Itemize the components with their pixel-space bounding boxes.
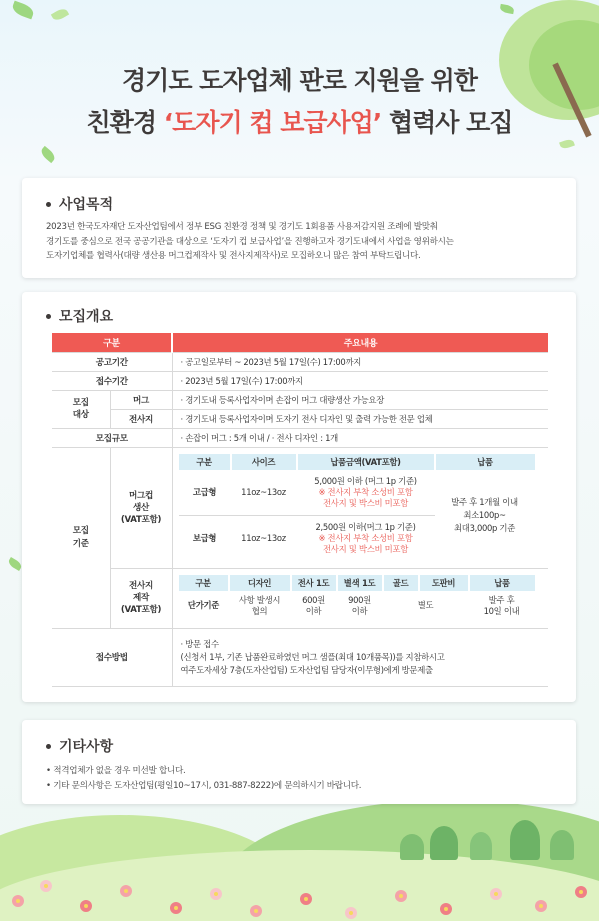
target-label-line: 대상 xyxy=(72,410,89,420)
leaf-icon xyxy=(39,146,57,163)
mug-price xyxy=(297,516,435,562)
decal-table xyxy=(179,575,535,621)
title-accent: ‘도자기 컵 보급사업’ xyxy=(163,108,382,137)
criteria-label-line: 모집 xyxy=(72,525,89,536)
table-row xyxy=(52,371,548,390)
table-row xyxy=(52,352,548,371)
decal-row xyxy=(179,591,535,621)
method-line: · 방문 접수 xyxy=(180,638,219,649)
leaf-icon xyxy=(7,557,23,571)
purpose-line: 도자기업체를 협력사(대량 생산용 머그컵제작사 및 전사지제작사)로 모집하오니 많은 참여 부탁드립니다. xyxy=(46,251,421,261)
target-mug-value: · 경기도내 등록사업자이며 손잡이 머그 대량생산 가능요장 xyxy=(172,390,548,409)
etc-line: • 적격업체가 없을 경우 미선발 합니다. xyxy=(46,766,186,776)
mug-delivery xyxy=(435,470,535,562)
mug-price-note: 전사지 및 박스비 미포함 xyxy=(323,544,409,555)
decal-design xyxy=(229,591,291,621)
notice-period-value: · 공고일로부터 ~ 2023년 5월 17일(수) 17:00까지 xyxy=(172,352,548,371)
etc-body xyxy=(46,764,552,794)
criteria-decal-cell xyxy=(172,568,548,628)
criteria-mug-label-line: 생산 xyxy=(133,502,150,513)
overview-heading xyxy=(22,306,576,326)
mug-header-cell: 납품 xyxy=(435,454,535,470)
table-row xyxy=(52,390,548,409)
purpose-heading-text: 사업목적 xyxy=(59,197,114,213)
mug-row xyxy=(179,470,535,516)
decal-type: 단가기준 xyxy=(187,600,220,610)
flower-icon xyxy=(80,900,92,912)
decal-color2-line: 900원 xyxy=(348,594,371,605)
receipt-period-label: 접수기간 xyxy=(52,371,172,390)
method-line: 여주도자세상 7층(도자산업팀) 도자산업팀 담당자(이무형)에게 방문제출 xyxy=(180,664,433,675)
flower-icon xyxy=(575,886,587,898)
overview-table xyxy=(52,333,548,687)
flower-icon xyxy=(535,900,547,912)
etc-heading-text: 기타사항 xyxy=(59,739,114,755)
table-row xyxy=(52,409,548,428)
mug-delivery-line: 최소100p~ xyxy=(463,510,506,520)
mug-table xyxy=(179,454,535,562)
scale-label: 모집규모 xyxy=(52,428,172,447)
flower-icon xyxy=(170,902,182,914)
method-line: (신청서 1부, 기존 납품완료하였던 머그 샘플(최대 10개품목))를 지참하시고 xyxy=(180,651,445,662)
decal-delivery xyxy=(469,591,535,621)
flower-icon xyxy=(300,893,312,905)
mug-header-cell: 구분 xyxy=(179,454,231,470)
decal-header-cell: 골드 xyxy=(383,575,419,591)
decal-delivery-line: 10일 이내 xyxy=(483,605,520,616)
etc-line: • 기타 문의사항은 도자산업팀(평일10~17시, 031-887-8222)에 문의하시기 바랍니다. xyxy=(46,781,362,791)
decal-table-header xyxy=(179,575,535,591)
decal-gold-plate: 별도 xyxy=(417,600,434,610)
decal-color2 xyxy=(337,591,383,621)
flower-icon xyxy=(440,903,452,915)
purpose-line: 경기도를 중심으로 전국 공공기관을 대상으로 ‘도자기 컵 보급사업’을 진행하고자 경기도내에서 사업을 영위하시는 xyxy=(46,236,454,247)
flower-icon xyxy=(490,888,502,900)
flower-icon xyxy=(395,890,407,902)
receipt-period-value: · 2023년 5월 17일(수) 17:00까지 xyxy=(172,371,548,390)
criteria-label-line: 기준 xyxy=(72,538,89,549)
target-label-line: 모집 xyxy=(72,398,89,408)
decal-header-cell: 전사 1도 xyxy=(291,575,337,591)
mug-price-note: ※ 전사지 부착 소성비 포함 xyxy=(318,486,413,497)
page-title xyxy=(0,60,599,144)
flower-icon xyxy=(40,880,52,892)
mug-price-note: ※ 전사지 부착 소성비 포함 xyxy=(318,533,413,544)
mug-delivery-line: 최대3,000p 기준 xyxy=(454,523,516,533)
mug-header-cell: 사이즈 xyxy=(231,454,297,470)
mug-size: 11oz~13oz xyxy=(231,470,297,516)
target-decal-value: · 경기도내 등록사업자이며 도자기 전사 디자인 및 출력 가능한 전문 업체 xyxy=(172,409,548,428)
decal-header-cell: 구분 xyxy=(179,575,229,591)
mug-table-header xyxy=(179,454,535,470)
decal-color1-line: 이하 xyxy=(305,605,322,616)
table-row xyxy=(52,628,548,686)
table-row xyxy=(52,428,548,447)
notice-period-label: 공고기간 xyxy=(52,352,172,371)
decal-header-cell: 납품 xyxy=(469,575,535,591)
flower-icon xyxy=(120,885,132,897)
criteria-decal-label-line: 전사지 xyxy=(129,581,154,591)
mug-header-cell: 납품금액(VAT포함) xyxy=(297,454,435,470)
decal-delivery-line: 발주 후 xyxy=(488,594,515,605)
decal-header-cell: 별색 1도 xyxy=(337,575,383,591)
title-line1: 경기도 도자업체 판로 지원을 위한 xyxy=(122,66,477,95)
etc-heading xyxy=(46,736,552,756)
decal-design-line: 사항 발생시 xyxy=(238,594,281,605)
overview-card xyxy=(22,292,576,702)
mug-price-note: 전사지 및 박스비 미포함 xyxy=(323,497,409,508)
flower-icon xyxy=(345,907,357,919)
decal-color1-line: 600원 xyxy=(302,594,325,605)
decal-header-cell: 디자인 xyxy=(229,575,291,591)
target-label xyxy=(52,390,110,428)
criteria-mug-cell xyxy=(172,447,548,568)
mug-price-text: 2,500원 이하(머그 1p 기준) xyxy=(315,522,416,533)
flower-icon xyxy=(250,905,262,917)
criteria-decal-label-line: 제작 xyxy=(133,593,150,603)
purpose-body xyxy=(46,220,552,264)
scale-value: · 손잡이 머그 : 5개 이내 / · 전사 디자인 : 1개 xyxy=(172,428,548,447)
table-row xyxy=(52,447,548,568)
target-mug-label: 머그 xyxy=(110,390,172,409)
method-label: 접수방법 xyxy=(52,628,172,686)
title-line2-suffix: 협력사 모집 xyxy=(381,108,513,137)
header-category: 구분 xyxy=(52,333,172,352)
mug-price xyxy=(297,470,435,516)
criteria-decal-label-line: (VAT포함) xyxy=(120,605,162,615)
purpose-card xyxy=(22,178,576,278)
overview-heading-text: 모집개요 xyxy=(59,309,114,325)
decal-design-line: 협의 xyxy=(251,605,268,616)
bullet-icon xyxy=(46,202,51,207)
purpose-line: 2023년 한국도자재단 도자산업팀에서 정부 ESG 친환경 정책 및 경기도 1회용품 사용저감지원 조례에 발맞춰 xyxy=(46,222,438,232)
criteria-label xyxy=(52,447,110,628)
decal-color2-line: 이하 xyxy=(351,605,368,616)
flower-icon xyxy=(12,895,24,907)
table-row xyxy=(52,568,548,628)
decal-header-cell: 도판비 xyxy=(419,575,469,591)
target-decal-label: 전사지 xyxy=(110,409,172,428)
mug-size: 11oz~13oz xyxy=(241,533,286,544)
table-header-row xyxy=(52,333,548,352)
mug-type: 보급형 xyxy=(192,533,217,544)
leaf-icon xyxy=(51,7,69,23)
criteria-decal-label xyxy=(110,568,172,628)
bullet-icon xyxy=(46,314,51,319)
tree-line xyxy=(400,820,599,860)
purpose-heading xyxy=(46,194,552,214)
decal-color1 xyxy=(291,591,337,621)
criteria-mug-label xyxy=(110,447,172,568)
criteria-mug-label-line: (VAT포함) xyxy=(120,514,162,525)
mug-price-text: 5,000원 이하 (머그 1p 기준) xyxy=(314,475,417,486)
title-line2 xyxy=(0,102,599,144)
flower-icon xyxy=(210,888,222,900)
header-content: 주요내용 xyxy=(172,333,548,352)
method-value xyxy=(172,628,548,686)
criteria-mug-label-line: 머그컵 xyxy=(129,490,154,501)
etc-card xyxy=(22,720,576,804)
leaf-icon xyxy=(11,1,36,20)
mug-type: 고급형 xyxy=(179,470,231,516)
title-line2-prefix: 친환경 xyxy=(86,108,164,137)
bullet-icon xyxy=(46,744,51,749)
mug-delivery-line: 발주 후 1개월 이내 xyxy=(451,497,518,507)
